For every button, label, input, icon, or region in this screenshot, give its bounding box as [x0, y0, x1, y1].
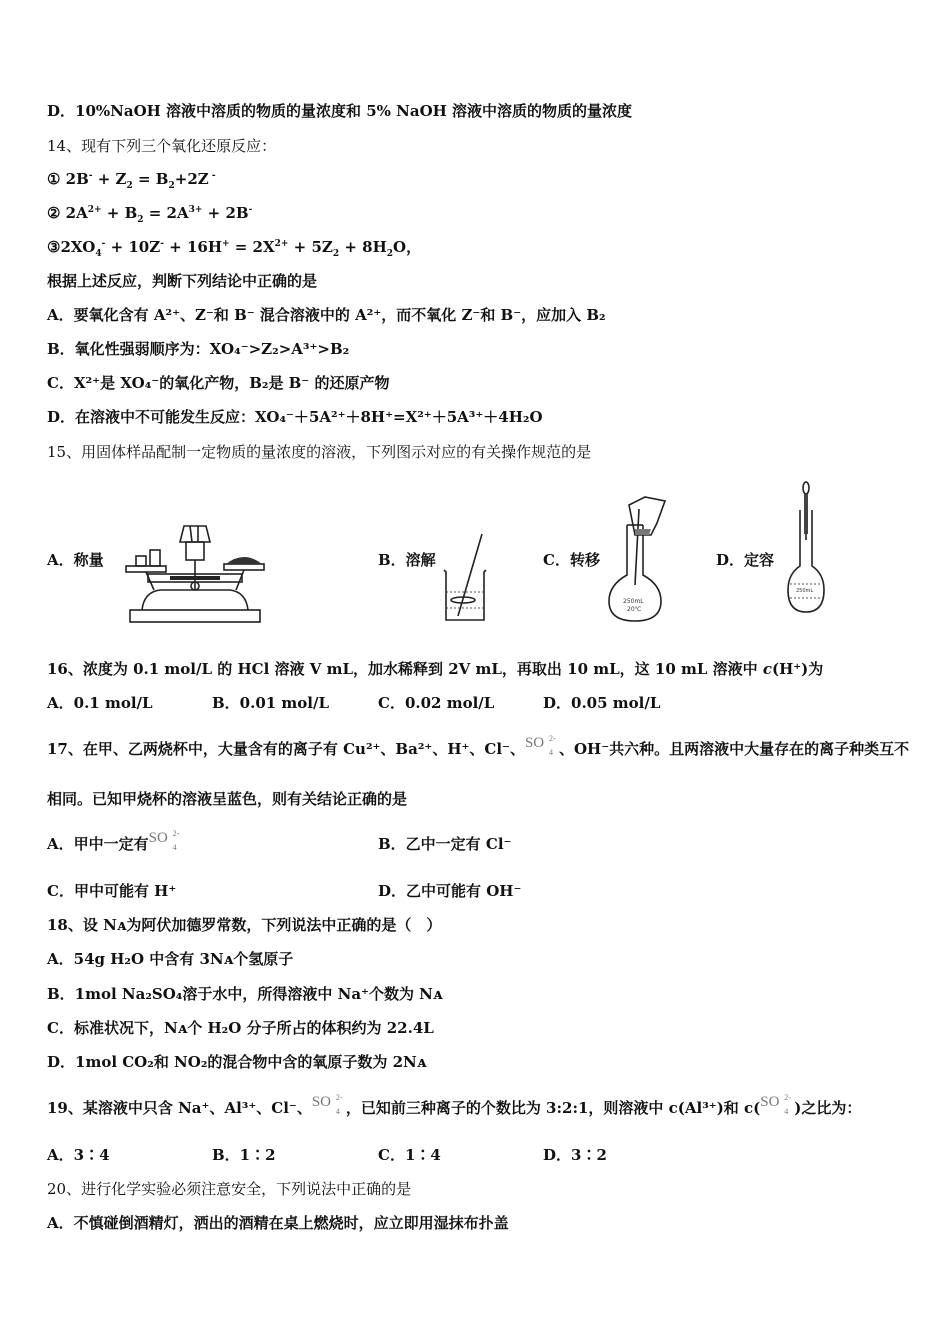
q14-option-b: B．氧化性强弱顺序为：XO₄⁻>Z₂>A³⁺>B₂: [47, 340, 350, 358]
q15-option-b: B．溶解: [378, 551, 436, 569]
q14-option-c: C．X²⁺是 XO₄⁻的氧化产物，B₂是 B⁻ 的还原产物: [47, 374, 390, 392]
q15-option-c: C．转移: [543, 551, 600, 569]
q13-option-d: D．10%NaOH 溶液中溶质的物质的量浓度和 5% NaOH 溶液中溶质的物质的量浓度: [47, 102, 633, 120]
q15-option-a: A．称量: [47, 551, 104, 569]
q15-stem: 15、用固体样品配制一定物质的量浓度的溶液，下列图示对应的有关操作规范的是: [47, 443, 592, 461]
q19-stem: 19、某溶液中只含 Na⁺、Al³⁺、Cl⁻、 SO 2- 4 ，已知前三种离子的个数比为 3:2:1，则溶液中 c(Al³⁺)和 c( SO 2- 4 )之比为：: [47, 1093, 862, 1117]
q18-option-b: B．1mol Na₂SO₄溶于水中，所得溶液中 Na⁺个数为 Nᴀ: [47, 985, 443, 1003]
beaker-stirring-illustration: [440, 530, 490, 625]
q14-reaction-3: $③2XO_4^- + 10Z^- + 16H^+ = 2X^{2+} + 5Z_2 + 8H_2O$，: [47, 238, 422, 259]
volumetric-flask-transfer-illustration: [605, 495, 680, 625]
q17-option-a: A．甲中一定有 SO 2- 4: [47, 833, 183, 855]
q18-stem: 18、设 Nᴀ为阿伏加德罗常数，下列说法中正确的是（ ）: [47, 916, 442, 934]
q17-option-b: B．乙中一定有 Cl⁻: [378, 835, 512, 853]
sulfate-ion-formula: SO 2- 4: [148, 829, 180, 852]
sulfate-ion-formula: SO 2- 4: [524, 734, 556, 757]
q18-option-c: C．标准状况下，Nᴀ个 H₂O 分子所占的体积约为 22.4L: [47, 1019, 434, 1037]
q17-option-d: D．乙中可能有 OH⁻: [378, 882, 522, 900]
q14-stem: 14、现有下列三个氧化还原反应：: [47, 137, 277, 155]
q14-reaction-2: ② $2A^{2+} + B_2 = 2A^{3+} + 2B^-$: [47, 204, 253, 225]
q15-option-d: D．定容: [716, 551, 775, 569]
q17-stem-line1: 17、在甲、乙两烧杯中，大量含有的离子有 Cu²⁺、Ba²⁺、H⁺、Cl⁻、 SO 2- 4 、OH⁻共六种。且两溶液中大量存在的离子种类互不: [47, 734, 910, 758]
flask-label-volume: 250mL: [623, 598, 644, 605]
q16-option-b: B．0.01 mol/L: [212, 694, 330, 712]
q18-option-a: A．54g H₂O 中含有 3Nᴀ个氢原子: [47, 950, 294, 968]
q16-stem: 16、浓度为 0.1 mol/L 的 HCl 溶液 V mL，加水稀释到 2V mL，再取出 10 mL，这 10 mL 溶液中 c(H⁺)为: [47, 660, 824, 678]
q19-option-b: B．1∶2: [212, 1146, 276, 1164]
q17-option-c: C．甲中可能有 H⁺: [47, 882, 177, 900]
balance-scale-illustration: [120, 520, 270, 625]
flask-label-temp: 20℃: [627, 606, 642, 613]
sulfate-ion-formula: SO 2- 4: [311, 1093, 343, 1116]
q14-option-d: D．在溶液中不可能发生反应：XO₄⁻＋5A²⁺＋8H⁺=X²⁺＋5A³⁺＋4H₂O: [47, 408, 543, 426]
q19-option-c: C．1∶4: [378, 1146, 441, 1164]
q14-reaction-1: ① $2B^- + Z_2 = B_2+2Z$ -: [47, 170, 216, 191]
q17-stem-line2: 相同。已知甲烧杯的溶液呈蓝色，则有关结论正确的是: [47, 790, 408, 808]
q16-option-a: A．0.1 mol/L: [47, 694, 153, 712]
q19-option-a: A．3∶4: [47, 1146, 110, 1164]
q20-option-a: A．不慎碰倒酒精灯，洒出的酒精在桌上燃烧时，应立即用湿抹布扑盖: [47, 1214, 509, 1232]
q16-option-d: D．0.05 mol/L: [543, 694, 661, 712]
sulfate-ion-formula: SO 2- 4: [760, 1093, 791, 1116]
q20-stem: 20、进行化学实验必须注意安全，下列说法中正确的是: [47, 1180, 412, 1198]
volumetric-flask-dropper-illustration: [786, 480, 836, 620]
q18-option-d: D．1mol CO₂和 NO₂的混合物中含的氧原子数为 2Nᴀ: [47, 1053, 427, 1071]
q14-option-a: A．要氧化含有 A²⁺、Z⁻和 B⁻ 混合溶液中的 A²⁺，而不氧化 Z⁻和 B⁻，应加入 B₂: [47, 306, 606, 324]
q16-option-c: C．0.02 mol/L: [378, 694, 495, 712]
q19-option-d: D．3∶2: [543, 1146, 607, 1164]
flask-label-volume-2: 250mL: [796, 588, 814, 594]
q14-question: 根据上述反应，判断下列结论中正确的是: [47, 272, 318, 290]
